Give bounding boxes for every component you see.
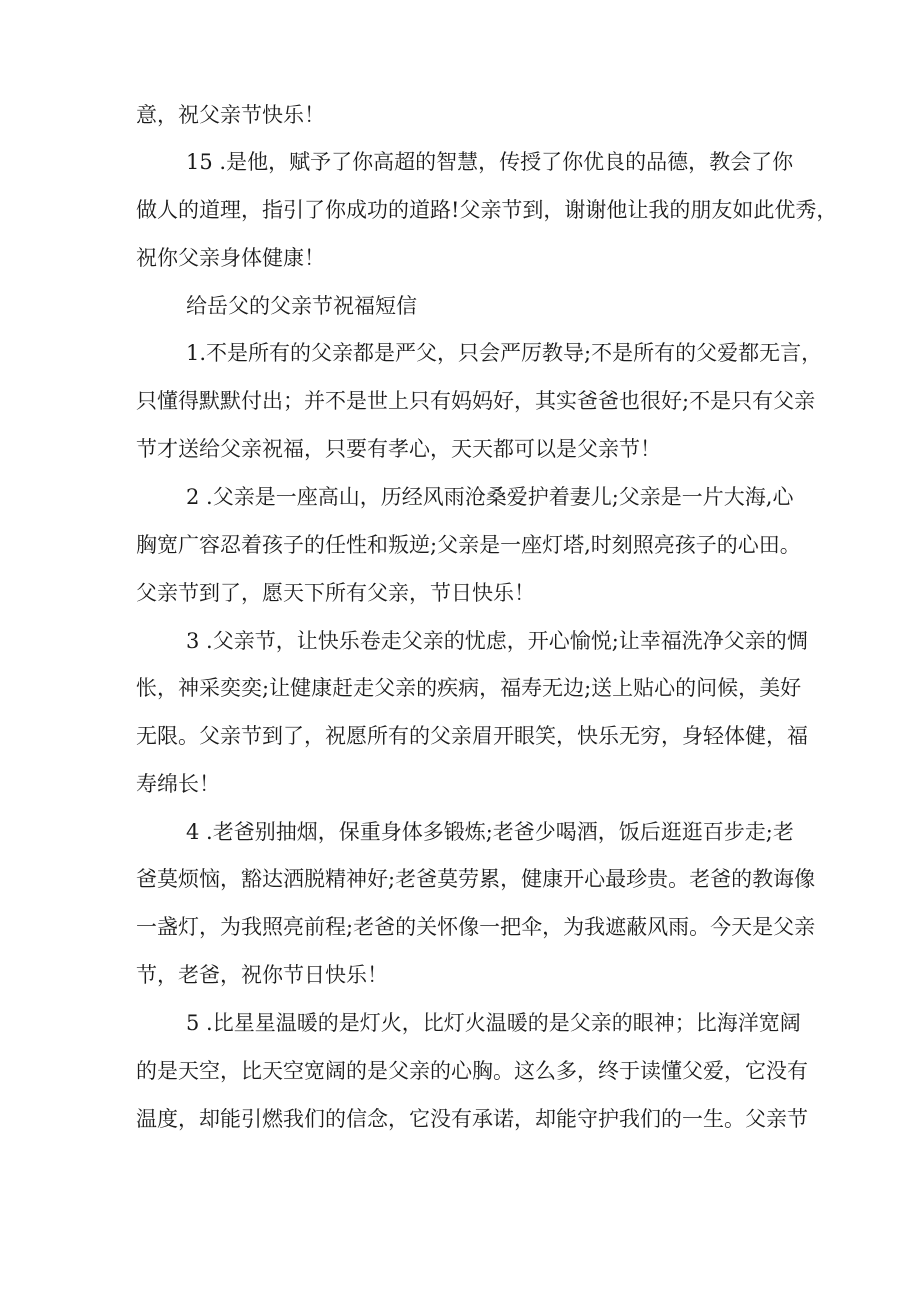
section-heading: 给岳父的父亲节祝福短信 bbox=[186, 294, 417, 318]
text-line: 意，祝父亲节快乐！ bbox=[136, 103, 325, 127]
text-line: 节，老爸，祝你节日快乐！ bbox=[136, 963, 388, 987]
text-line: 爸莫烦恼，豁达洒脱精神好;老爸莫劳累，健康开心最珍贵。老爸的教诲像 bbox=[136, 867, 816, 891]
paragraph-3-first-line: 3 .父亲节，让快乐卷走父亲的忧虑，开心愉悦;让幸福洗净父亲的惆 bbox=[186, 629, 808, 653]
text-line: 祝你父亲身体健康！ bbox=[136, 246, 325, 270]
paragraph-1-first-line: 1.不是所有的父亲都是严父，只会严厉教导;不是所有的父爱都无言， bbox=[186, 341, 823, 365]
text-line: 怅，神采奕奕;让健康赶走父亲的疾病，福寿无边;送上贴心的问候，美好 bbox=[136, 676, 802, 700]
text-line: 做人的道理，指引了你成功的道路!父亲节到，谢谢他让我的朋友如此优秀， bbox=[136, 198, 838, 222]
text-line: 温度，却能引燃我们的信念，它没有承诺，却能守护我们的一生。父亲节 bbox=[136, 1107, 808, 1131]
text-line: 只懂得默默付出；并不是世上只有妈妈好，其实爸爸也很好;不是只有父亲 bbox=[136, 389, 816, 413]
text-line: 寿绵长！ bbox=[136, 772, 220, 796]
paragraph-5-first-line: 5 .比星星温暖的是灯火，比灯火温暖的是父亲的眼神；比海洋宽阔 bbox=[186, 1011, 801, 1035]
text-line: 的是天空，比天空宽阔的是父亲的心胸。这么多，终于读懂父爱，它没有 bbox=[136, 1059, 808, 1083]
text-line: 无限。父亲节到了，祝愿所有的父亲眉开眼笑，快乐无穷，身轻体健，福 bbox=[136, 724, 808, 748]
paragraph-4-first-line: 4 .老爸别抽烟，保重身体多锻炼;老爸少喝酒，饭后逛逛百步走;老 bbox=[186, 820, 794, 844]
paragraph-15-first-line: 15 .是他，赋予了你高超的智慧，传授了你优良的品德，教会了你 bbox=[186, 150, 794, 174]
text-line: 胸宽广容忍着孩子的任性和叛逆;父亲是一座灯塔,时刻照亮孩子的心田。 bbox=[136, 533, 801, 557]
text-line: 节才送给父亲祝福，只要有孝心，天天都可以是父亲节！ bbox=[136, 437, 661, 461]
paragraph-2-first-line: 2 .父亲是一座高山，历经风雨沧桑爱护着妻儿;父亲是一片大海,心 bbox=[186, 485, 794, 509]
text-line: 父亲节到了，愿天下所有父亲，节日快乐！ bbox=[136, 581, 535, 605]
text-line: 一盏灯，为我照亮前程;老爸的关怀像一把伞，为我遮蔽风雨。今天是父亲 bbox=[136, 915, 816, 939]
